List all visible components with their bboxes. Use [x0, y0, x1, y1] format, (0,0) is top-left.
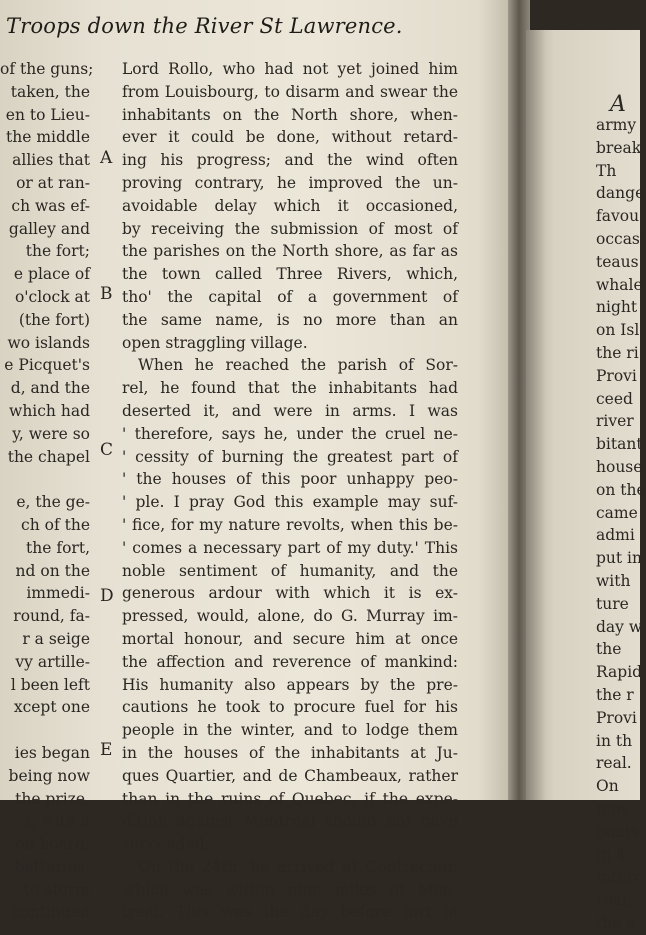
text-line: mortal honour, and secure him at once — [122, 629, 458, 648]
text-line: day w — [596, 617, 643, 636]
text-line: ques Quartier, and de Chambeaux, rather — [122, 766, 458, 785]
text-line: round, fa- — [13, 607, 90, 626]
text-line: y, were so — [12, 424, 90, 443]
text-line: the prize, — [15, 789, 90, 808]
text-line: boats — [596, 822, 639, 841]
text-line: wo islands — [7, 333, 90, 352]
text-line: (the fort) — [18, 310, 90, 329]
text-line: galley and — [8, 219, 90, 238]
text-line: real, — [596, 891, 632, 910]
text-line: e Picquet's — [4, 356, 90, 375]
text-line: ies began — [14, 743, 90, 762]
text-line: favou — [596, 207, 640, 226]
text-line: vy artille- — [15, 652, 90, 671]
text-line: On — [596, 777, 619, 796]
text-line: On the 24th, he arrived at Contrecaur, — [138, 857, 458, 876]
text-line: Th — [596, 161, 617, 180]
margin-letter: D — [100, 586, 114, 606]
text-line: the ri — [596, 343, 639, 362]
text-line: t, with a — [25, 812, 90, 831]
text-line: cautions he took to procure fuel for his — [122, 698, 458, 717]
margin-letter: C — [100, 440, 114, 460]
text-line: dition against Montreal should not have — [122, 812, 458, 831]
text-line: interc — [596, 868, 643, 887]
text-line: nd on the — [15, 561, 90, 580]
main-text-column — [122, 58, 458, 924]
text-line: ' fice, for my nature revolts, when this be- — [122, 515, 458, 534]
text-line: xcept one — [13, 698, 90, 717]
margin-letter: B — [100, 284, 113, 304]
text-line: e, the ge- — [16, 493, 90, 512]
text-line: on the — [596, 480, 646, 499]
right-page-column — [596, 114, 646, 935]
text-line: with — [596, 571, 631, 590]
text-line: from Louisbourg, to disarm and swear the — [122, 82, 458, 101]
left-column-fragment — [0, 58, 92, 924]
text-line: rel, he found that the inhabitants had — [122, 379, 458, 398]
text-line: put in — [596, 549, 643, 568]
text-line: Rapid — [596, 663, 643, 682]
text-line: which had — [9, 401, 90, 420]
text-line: d, and the — [10, 379, 90, 398]
text-line: the same name, is no more than an — [122, 310, 458, 329]
text-line: by receiving the submission of most of — [122, 219, 458, 238]
text-line: the fort, — [26, 538, 90, 557]
text-line: being now — [8, 766, 90, 785]
text-line: on Isl — [596, 321, 640, 340]
text-line: the — [596, 640, 622, 659]
text-line: batteries; — [14, 857, 90, 876]
text-line: whale — [596, 275, 643, 294]
text-line: in the houses of the inhabitants at Ju- — [122, 743, 458, 762]
text-line: tho' the capital of a government of — [122, 287, 458, 306]
text-line: army — [596, 116, 637, 134]
text-line: real. — [596, 754, 632, 773]
text-line: continued — [11, 903, 90, 922]
text-line: came — [596, 503, 638, 522]
text-line: immedi- — [26, 584, 90, 603]
text-line: ' the houses of this poor unhappy peo- — [122, 470, 458, 489]
running-head: Troops down the River St Lawrence. — [6, 14, 403, 38]
text-line: on board, — [15, 835, 90, 854]
text-line: ' cessity of burning the greatest part of — [122, 447, 458, 466]
text-line: ture — [596, 594, 629, 613]
text-line: the chapel — [7, 447, 90, 466]
text-line: deserted it, and were in arms. I was — [122, 401, 458, 420]
text-line — [0, 719, 92, 742]
text-line: allies that — [12, 151, 90, 170]
text-line: l been left — [10, 675, 90, 694]
text-line — [0, 468, 92, 491]
text-line: the middle — [6, 128, 90, 147]
text-line: ever it could be done, without retard- — [122, 128, 458, 147]
text-line: the r — [596, 685, 634, 704]
text-line: river — [596, 412, 634, 431]
text-line: house — [596, 457, 643, 476]
right-page — [526, 30, 646, 932]
text-line: ing his progress; and the wind often — [122, 151, 458, 170]
text-line: than in the ruins of Quebec, if the expe- — [122, 789, 458, 808]
text-line: ch was ef- — [11, 196, 90, 215]
text-line: en to Lieu- — [5, 105, 90, 124]
text-line: noble sentiment of humanity, and the — [122, 561, 458, 580]
text-line: ' therefore, says he, under the cruel ne- — [122, 424, 458, 443]
text-line: of the guns; — [0, 60, 94, 78]
text-line: admi — [596, 526, 635, 545]
text-line: e place of — [13, 265, 90, 284]
text-line: ' comes a necessary part of my duty.' This — [122, 538, 458, 557]
text-line: When he reached the parish of Sor- — [138, 356, 458, 375]
text-line: ch of the — [21, 515, 90, 534]
text-line: open straggling village. — [122, 333, 308, 352]
margin-letter: E — [100, 740, 113, 760]
text-line: the affection and reverence of mankind: — [122, 652, 458, 671]
text-line: Lord Rollo, who had not yet joined him — [122, 60, 458, 78]
text-line: o'clock at — [14, 287, 90, 306]
text-line: avoidable delay which it occasioned, — [122, 196, 458, 215]
text-line: to storm — [23, 880, 90, 899]
text-line: ' ple. I pray God this example may suf- — [122, 493, 458, 512]
text-line: His humanity also appears by the pre- — [122, 675, 458, 694]
text-line: the parishes on the North shore, as far as — [122, 242, 458, 261]
text-line: teaus — [596, 252, 639, 271]
text-line: inhabitants on the North shore, when- — [122, 105, 458, 124]
text-line: break — [596, 138, 642, 157]
text-line: in 4 — [596, 845, 626, 864]
margin-letter: A — [100, 148, 113, 168]
text-line: night — [596, 298, 638, 317]
text-line: or at ran- — [16, 173, 90, 192]
text-line: which was within nine miles of Mon- — [122, 880, 458, 899]
text-line: treal. This was the day before fort la — [122, 903, 458, 922]
text-line: ceed — [596, 389, 633, 408]
text-line: dange — [596, 184, 645, 203]
page-fold-shadow — [526, 30, 546, 800]
text-line: people in the winter, and to lodge them — [122, 721, 458, 740]
text-line: the town called Three Rivers, which, — [122, 265, 458, 284]
text-line: in th — [596, 731, 633, 750]
text-line: the s — [596, 913, 635, 932]
text-line: pressed, would, alone, do G. Murray im- — [122, 607, 458, 626]
right-page-heading: A — [610, 92, 626, 117]
text-line: succeeded. — [122, 835, 210, 854]
text-line: occasi — [596, 229, 645, 248]
text-line: taken, the — [10, 82, 90, 101]
text-line: proving contrary, he improved the un- — [122, 173, 458, 192]
text-line: Provi — [596, 708, 637, 727]
text-line: bitant — [596, 435, 643, 454]
text-line: generous ardour with which it is ex- — [122, 584, 458, 603]
text-line: now — [596, 799, 629, 818]
text-line: Provi — [596, 366, 637, 385]
text-line: r a seige — [22, 629, 90, 648]
text-line: the fort; — [25, 242, 90, 261]
